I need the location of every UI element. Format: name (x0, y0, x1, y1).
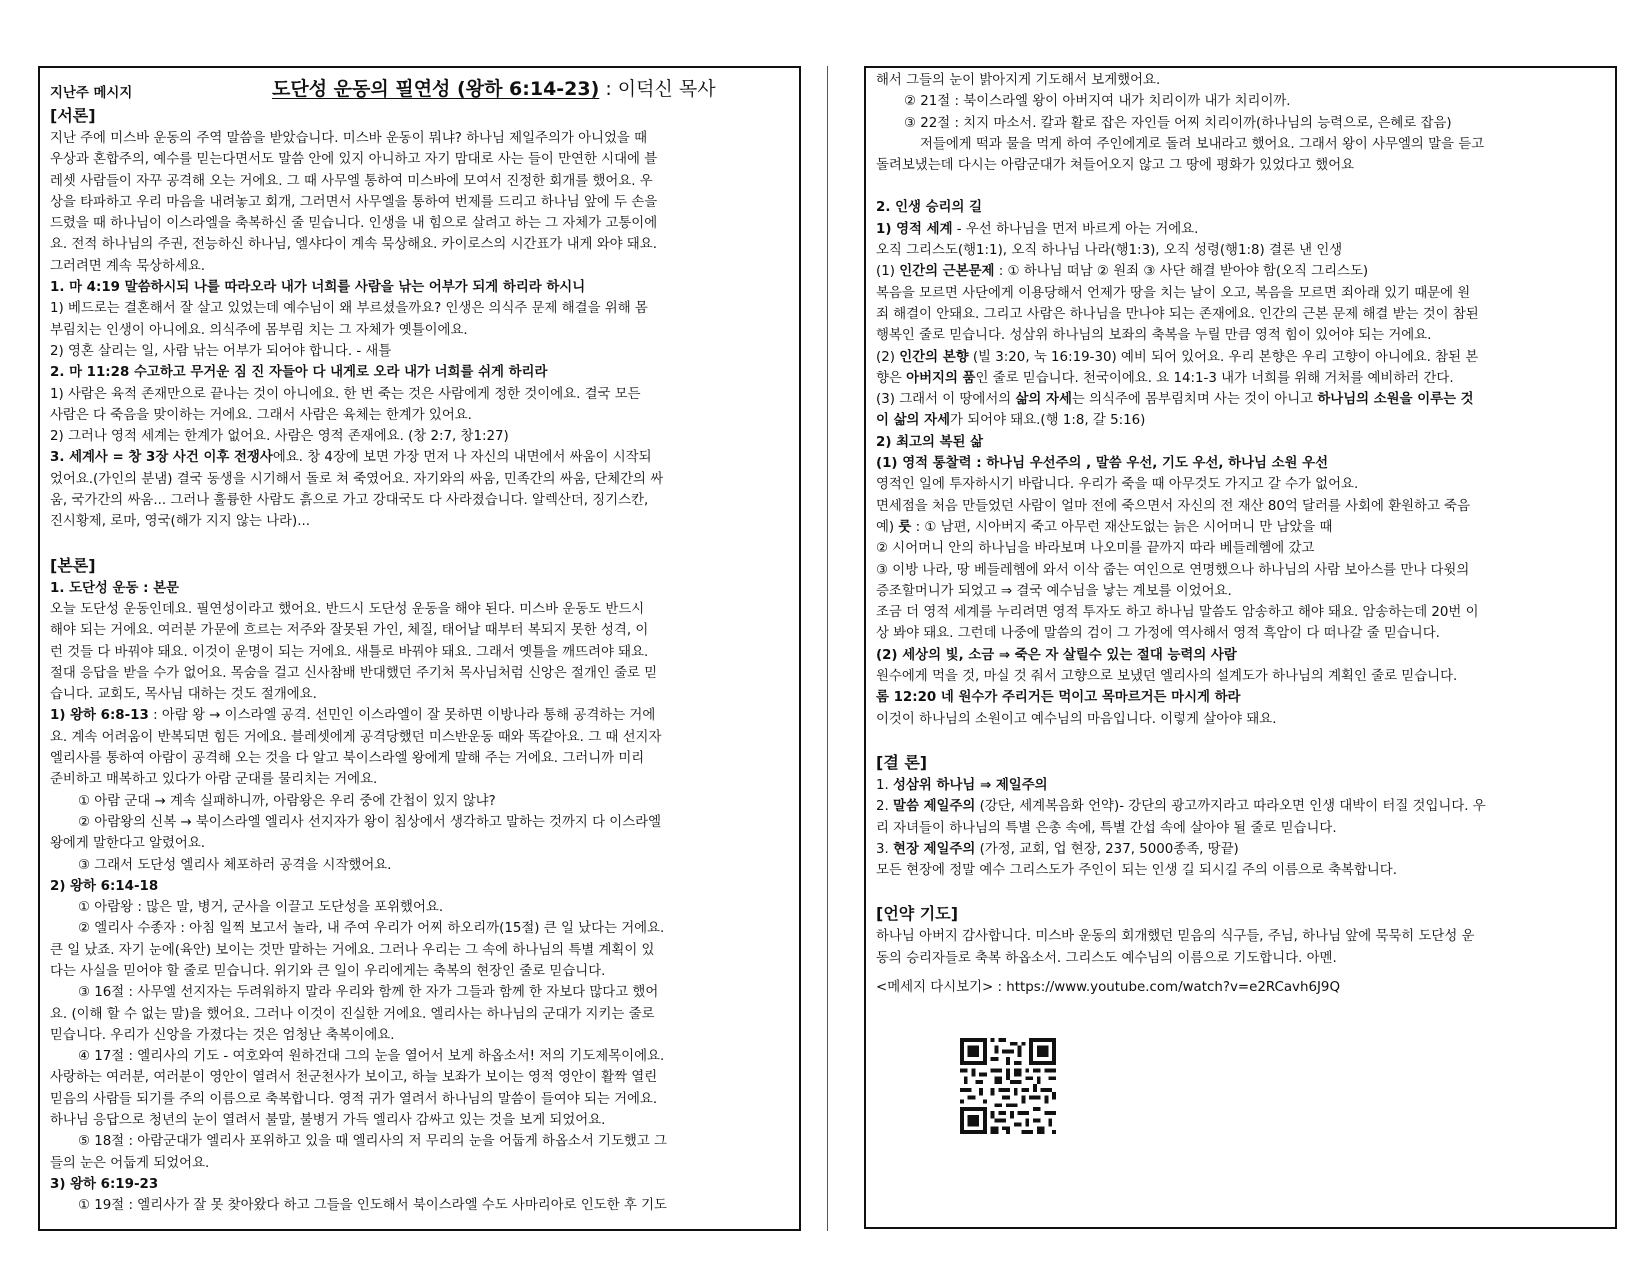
insight-line: 영적인 일에 투자하시기 바랍니다. 우리가 죽을 때 아무것도 가지고 갈 수가 없어요. (876, 477, 1359, 493)
left-column (38, 66, 801, 1231)
homeland-line (876, 368, 1601, 389)
homeland-num: (2) (876, 349, 900, 365)
kings-2-line: 다는 사실을 믿어야 할 줄로 믿습니다. 위기와 큰 일이 우리에게는 축복의 현장인 줄로 믿습니다. (50, 963, 606, 979)
intro-line: 드렸을 때 하나님이 이스라엘을 축복하신 줄 믿습니다. 인생을 내 힘으로 살려고 하는 그 자체가 고통이에 (50, 216, 658, 232)
insight-line: ③ 이방 나라, 땅 베들레헴에 와서 이삭 줍는 여인으로 연명했으나 하나님의 사람 보아스를 만나 다윗의 (876, 562, 1470, 578)
kings-1-line: 요. 계속 어려움이 반복되면 힘든 거에요. 블레셋에게 공격당했던 미스반운동 때와 똑같아요. 그 때 선지자 (50, 729, 662, 745)
intro-heading: [서론] (50, 106, 96, 125)
light-salt-line: 원수에게 먹을 것, 마실 것 줘서 고향으로 보냈던 엘리사의 설계도가 하나님의 계획인 줄로 믿습니다. (876, 669, 1458, 685)
attitude-line (876, 410, 1601, 431)
kings-3-item: ① 19절 : 엘리사가 잘 못 찾아왔다 하고 그들을 인도해서 북이스라엘 수도 사마리아로 인도한 후 기도 (78, 1198, 667, 1214)
kings-1-ref: 1) 왕하 6:8-13 (50, 708, 149, 724)
speaker: : 이덕신 목사 (599, 78, 716, 100)
ruth-example (876, 517, 1601, 538)
root-problem-num: (1) (876, 264, 900, 280)
spirit-world-title (876, 219, 1601, 240)
insight-line: 증조할머니가 되었고 ⇒ 결국 예수님을 낳는 계보를 이었어요. (876, 583, 1232, 599)
point-2-line: 1) 사람은 육적 존재만으로 끝나는 것이 아니에요. 한 번 죽는 것은 사람에게 정한 것이에요. 결국 모든 (50, 386, 641, 402)
conclusion-2-rest: (강단, 세계복음화 언약)- 강단의 광고까지라고 따라오면 인생 대박이 터질 것입니다. 우 (975, 799, 1486, 815)
root-problem-line: 죄 해결이 안돼요. 그리고 사람은 하나님을 만나야 되는 존재에요. 인간의 근본 문제 해결 받는 것이 참된 (876, 306, 1479, 322)
kings-2-line: 큰 일 났죠. 자기 눈에(육안) 보이는 것만 말하는 거에요. 그러나 우리는 그 속에 하나님의 특별 계획이 있 (50, 942, 655, 958)
insight-title: (1) 영적 통찰력 : 하나님 우선주의 , 말씀 우선, 기도 우선, 하나님 소원 우선 (876, 456, 1329, 472)
kings-1-item: ① 아람 군대 → 계속 실패하니까, 아람왕은 우리 중에 간첩이 있지 않냐? (78, 793, 496, 809)
ruth-example-rest: : ① 남편, 시아버지 죽고 아무런 재산도없는 늙은 시어머니 만 남았을 때 (911, 519, 1333, 535)
right-column (864, 66, 1617, 1229)
kings-3-item: ② 21절 : 북이스라엘 왕이 아버지여 내가 치리이까 내가 치리이까. (904, 94, 1291, 110)
kings-2-item: ④ 17절 : 엘리사의 기도 - 여호와여 원하건대 그의 눈을 열어서 보게 하옵소서! 저의 기도제목이에요. (78, 1049, 665, 1065)
kings-1-line: 왕에게 말한다고 알렸어요. (50, 836, 206, 852)
kings-2-line: 하나님 응답으로 청년의 눈이 열려서 불말, 불병거 가득 엘리사 감싸고 있는 것을 보게 되었어요. (50, 1113, 606, 1129)
point-2-line: 사람은 다 죽음을 맞이하는 거에요. 그래서 사람은 육체는 한계가 있어요. (50, 407, 472, 423)
continued-line: 해서 그들의 눈이 밝아지게 기도해서 보게했어요. (876, 73, 1161, 88)
attitude-bold-2: 하나님의 소원을 이루는 것 (1317, 392, 1474, 408)
conclusion-1-num: 1. (876, 777, 894, 793)
section-1-line: 습니다. 교회도, 목사님 대하는 것도 절개에요. (50, 687, 317, 703)
kings-2-line: 요. (이해 할 수 없는 말)을 했어요. 그러나 이것이 진실한 거에요. 엘리사는 하나님의 군대가 지키는 줄로 (50, 1006, 655, 1022)
kings-3-line: 돌려보냈는데 다시는 아람군대가 쳐들어오지 않고 그 땅에 평화가 있었다고 했어요 (876, 158, 1355, 174)
conclusion-3-rest: (가정, 교회, 업 현장, 237, 5000종족, 땅끝) (975, 841, 1239, 857)
kings-1-rest: : 아람 왕 → 이스라엘 공격. 선민인 이스라엘이 잘 못하면 이방나라 통해 공격하는 거에 (148, 708, 656, 724)
kings-2-item: ③ 16절 : 사무엘 선지자는 두려워하지 말라 우리와 함께 한 자가 그들과 함께 한 자보다 많다고 했어 (78, 985, 659, 1001)
conclusion-1 (876, 775, 1601, 796)
header (50, 74, 785, 104)
point-3-line: 진시황제, 로마, 영국(해가 지지 않는 나라)... (50, 514, 310, 530)
conclusion-2-bold: 말씀 제일주의 (893, 799, 976, 815)
kings-2-item: ② 엘리사 수종자 : 아침 일찍 보고서 놀라, 내 주여 우리가 어찌 하오리까(15절) 큰 일 났다는 거에요. (78, 921, 665, 937)
light-salt-title: (2) 세상의 빛, 소금 ⇒ 죽은 자 살릴수 있는 절대 능력의 사람 (876, 647, 1237, 663)
spirit-world-line: 오직 그리스도(행1:1), 오직 하나님 나라(행1:3), 오직 성령(행1:8) 결론 낸 인생 (876, 243, 1343, 259)
section-1-line: 런 것들 다 바꿔야 돼요. 이것이 운명이 되는 거에요. 새틀로 바꿔야 돼요. 그래서 옛틀을 깨뜨려야 돼요. (50, 644, 649, 660)
kings-3-line: 저들에게 떡과 물을 먹게 하여 주인에게로 돌려 보내라고 했어요. 그래서 왕이 사무엘의 말을 듣고 (920, 136, 1485, 152)
section-1-line: 오늘 도단성 운동인데요. 필연성이라고 했어요. 반드시 도단성 운동을 해야 된다. 미스바 운동도 반드시 (50, 601, 645, 617)
intro-line: 상을 타파하고 우리 마음을 내려놓고 회개, 그러면서 사무엘을 통하여 번제를 드리고 하나님 앞에 두 손을 (50, 194, 658, 210)
point-3-line: 움, 국가간의 싸움... 그러나 훌륭한 사람도 흙으로 가고 강대국도 다 사라졌습니다. 알렉산더, 징기스칸, (50, 493, 649, 509)
point-3-rest: 에요. 창 4장에 보면 가장 먼저 나 자신의 내면에서 싸움이 시작되 (272, 450, 652, 466)
point-3-line: 었어요.(가인의 분냄) 결국 동생을 시기해서 돌로 쳐 죽였어요. 자기와의 싸움, 민족간의 싸움, 단체간의 싸 (50, 471, 664, 487)
attitude-line-rest: 가 되어야 돼요.(행 1:8, 갈 5:16) (950, 413, 1146, 429)
kings-3-item: ③ 22절 : 치지 마소서. 칼과 활로 잡은 자인들 어찌 치리이까(하나님의 능력으로, 은혜로 잡음) (904, 115, 1452, 131)
kings-2-line: 들의 눈은 어둡게 되었어요. (50, 1155, 210, 1171)
intro-line: 지난 주에 미스바 운동의 주역 말씀을 받았습니다. 미스바 운동이 뭐냐? 하나님 제일주의가 아니었을 때 (50, 131, 648, 146)
kings-2-line: 믿음의 사람들 되기를 주의 이름으로 축복합니다. 영적 귀가 열려서 하나님의 말씀이 들여야 되는 거에요. (50, 1091, 658, 1107)
prayer-heading: [언약 기도] (876, 904, 959, 924)
romans-verse: 롬 12:20 네 원수가 주리거든 먹이고 목마르거든 마시게 하라 (876, 690, 1241, 706)
kings-2-line: 믿습니다. 우리가 신앙을 가졌다는 것은 엄청난 축복이에요. (50, 1027, 395, 1043)
kings-3-title: 3) 왕하 6:19-23 (50, 1176, 159, 1192)
insight-line: 조금 더 영적 세계를 누리려면 영적 투자도 하고 하나님 말씀도 암송하고 해야 돼요. 암송하는데 20번 이 (876, 605, 1479, 621)
intro-line: 레셋 사람들이 자꾸 공격해 오는 거에요. 그 때 사무엘 통하여 미스바에 모여서 진정한 회개를 했어요. 우 (50, 173, 653, 189)
root-problem (876, 261, 1601, 282)
homeland (876, 347, 1601, 368)
homeland-line-rest: 인 줄로 믿습니다. 천국이에요. 요 14:1-3 내가 너희를 위해 거처를 예비하러 간다. (975, 370, 1454, 386)
section-2-title: 2. 인생 승리의 길 (876, 200, 983, 216)
attitude-pre: (3) 그래서 이 땅에서의 (876, 392, 1016, 408)
ruth-example-pre: 예) (876, 519, 899, 535)
attitude-mid: 는 의식주에 몸부림치며 사는 것이 아니고 (1071, 392, 1318, 408)
point-2-line: 2) 그러나 영적 세계는 한계가 없어요. 사람은 영적 존재에요. (창 2:7, 창1:27) (50, 429, 509, 445)
page-title (272, 74, 716, 101)
intro-line: 요. 전적 하나님의 주권, 전능하신 하나님, 엘샤다이 계속 묵상해요. 카이로스의 시간표가 내게 와야 돼요. (50, 237, 657, 253)
blessed-life-title: 2) 최고의 복된 삶 (876, 434, 984, 450)
body-heading: [본론] (50, 555, 96, 575)
kings-1-line: 엘리사를 통하여 아람이 공격해 오는 것을 다 알고 북이스라엘 왕에게 말해 주는 거에요. 그러니까 미리 (50, 751, 645, 767)
sermon-title: 도단성 운동의 필연성 (왕하 6:14-23) (272, 78, 600, 100)
kings-2-item: ⑤ 18절 : 아람군대가 엘리사 포위하고 있을 때 엘리사의 저 무리의 눈을 어둡게 하옵소서 기도했고 그 (78, 1134, 667, 1150)
insight-line: ② 시어머니 안의 하나님을 바라보며 나오미를 끝까지 따라 베들레헴에 갔고 (876, 541, 1315, 557)
section-1-title: 1. 도단성 운동 : 본문 (50, 580, 179, 596)
conclusion-3-num: 3. (876, 841, 894, 857)
column-divider (827, 66, 828, 1231)
kings-1-item: ② 아람왕의 신복 → 북이스라엘 엘리사 선지자가 왕이 침상에서 생각하고 말하는 것까지 다 이스라엘 (78, 814, 662, 830)
section-1-line: 해야 되는 거에요. 여러분 가문에 흐르는 저주와 잘못된 가인, 체질, 태어날 때부터 복되지 못한 성격, 이 (50, 623, 649, 639)
conclusion-2-line: 리 자녀들이 하나님의 특별 은총 속에, 특별 간섭 속에 살아야 될 줄로 믿습니다. (876, 820, 1337, 836)
conclusion-heading: [결 론] (876, 752, 928, 772)
ruth-name: 룻 (898, 519, 912, 535)
kings-2-line: 사랑하는 여러분, 여러분이 영안이 열려서 천군천사가 보이고, 하늘 보좌가 보이는 영적 영안이 활짝 열린 (50, 1070, 658, 1086)
point-1-line: 1) 베드로는 결혼해서 잘 살고 있었는데 예수님이 왜 부르셨을까요? 인생은 의식주 문제 해결을 위해 몸 (50, 301, 648, 317)
kings-1-line: 준비하고 매복하고 있다가 아람 군대를 물리치는 거에요. (50, 772, 378, 788)
kings-2-item: ① 아람왕 : 많은 말, 병거, 군사을 이끌고 도단성을 포위했어요. (78, 900, 444, 916)
root-problem-bold: 인간의 근본문제 (899, 264, 995, 280)
point-1-title: 1. 마 4:19 말씀하시되 나를 따라오라 내가 너희를 사람을 낚는 어부가 되게 하리라 하시니 (50, 280, 586, 296)
prayer-line: 하나님 아버지 감사합니다. 미스바 운동의 회개했던 믿음의 식구들, 주님, 하나님 앞에 묵묵히 도단성 운 (876, 929, 1475, 945)
root-problem-line: 행복인 줄로 믿습니다. 성삼위 하나님의 보좌의 축복을 누릴 만큼 영적 힘이 있어야 되는 거에요. (876, 328, 1432, 344)
kings-1-title (50, 705, 785, 726)
spirit-world-bold: 1) 영적 세계 (876, 221, 953, 237)
root-problem-rest: : ① 하나님 떠남 ② 원죄 ③ 사단 해결 받아야 함(오직 그리스도) (994, 264, 1369, 280)
homeland-rest: (빌 3:20, 눅 16:19-30) 예비 되어 있어요. 우리 본향은 우리 고향이 아니에요. 참된 본 (968, 349, 1479, 365)
homeland-line-bold: 아버지의 품 (906, 370, 976, 386)
conclusion-2-num: 2. (876, 799, 894, 815)
section-1-line: 절대 응답을 받을 수가 없어요. 목숨을 걸고 신사참배 반대했던 주기처 목사님처럼 신앙은 절개인 줄로 믿 (50, 665, 658, 681)
replay-link[interactable]: <메세지 다시보기> : https://www.youtube.com/watch?v=e2RCavh6J9Q (876, 979, 1340, 995)
homeland-bold: 인간의 본향 (899, 349, 969, 365)
point-1-line: 부림치는 인생이 아니에요. 의식주에 몸부림 치는 그 자체가 옛틀이에요. (50, 322, 468, 338)
point-1-line: 2) 영혼 살리는 일, 사람 낚는 어부가 되어야 합니다. - 새틀 (50, 343, 392, 359)
prayer-line: 동의 승리자들로 축복 하옵소서. 그리스도 예수님의 이름으로 기도합니다. 아멘. (876, 950, 1337, 966)
light-salt-line: 이것이 하나님의 소원이고 예수님의 마음입니다. 이렇게 살아야 돼요. (876, 711, 1277, 727)
homeland-line-pre: 향은 (876, 370, 907, 386)
point-2-title: 2. 마 11:28 수고하고 무거운 짐 진 자들아 다 내게로 오라 내가 너희를 쉬게 하리라 (50, 365, 548, 381)
attitude (876, 389, 1601, 410)
spirit-world-rest: - 우선 하나님을 먼저 바르게 아는 거에요. (952, 221, 1199, 237)
point-3-bold: 3. 세계사 = 창 3장 사건 이후 전쟁사 (50, 450, 273, 466)
conclusion-3 (876, 839, 1601, 860)
insight-line: 상 봐야 돼요. 그런데 나중에 말씀의 검이 그 가정에 역사해서 영적 흑암이 다 떠나갈 줄 믿습니다. (876, 626, 1440, 642)
kings-2-title: 2) 왕하 6:14-18 (50, 878, 159, 894)
intro-line: 그러려면 계속 묵상하세요. (50, 258, 206, 274)
qr-code[interactable] (960, 1038, 1056, 1134)
intro-line: 우상과 혼합주의, 예수를 믿는다면서도 말씀 안에 있지 아니하고 자기 맘대로 사는 들이 만연한 시대에 블 (50, 152, 658, 168)
kings-1-item: ③ 그래서 도단성 엘리사 체포하러 공격을 시작했어요. (78, 857, 392, 873)
point-3-title (50, 447, 785, 468)
attitude-line-bold: 이 삶의 자세 (876, 413, 951, 429)
conclusion-3-line: 모든 현장에 정말 예수 그리스도가 주인이 되는 인생 길 되시길 주의 이름으로 축복합니다. (876, 863, 1398, 879)
kicker: 지난주 메시지 (50, 86, 133, 101)
insight-line: 면세점을 처음 만들었던 사람이 얼마 전에 죽으면서 자신의 전 재산 80억 달러를 사회에 환원하고 죽음 (876, 498, 1471, 514)
conclusion-1-bold: 성삼위 하나님 ⇒ 제일주의 (893, 777, 1048, 793)
attitude-bold: 삶의 자세 (1015, 392, 1072, 408)
conclusion-3-bold: 현장 제일주의 (893, 841, 976, 857)
root-problem-line: 복음을 모르면 사단에게 이용당해서 언제가 땅을 치는 날이 오고, 복음을 모르면 죄아래 있기 때문에 원 (876, 285, 1471, 301)
conclusion-2 (876, 796, 1601, 817)
